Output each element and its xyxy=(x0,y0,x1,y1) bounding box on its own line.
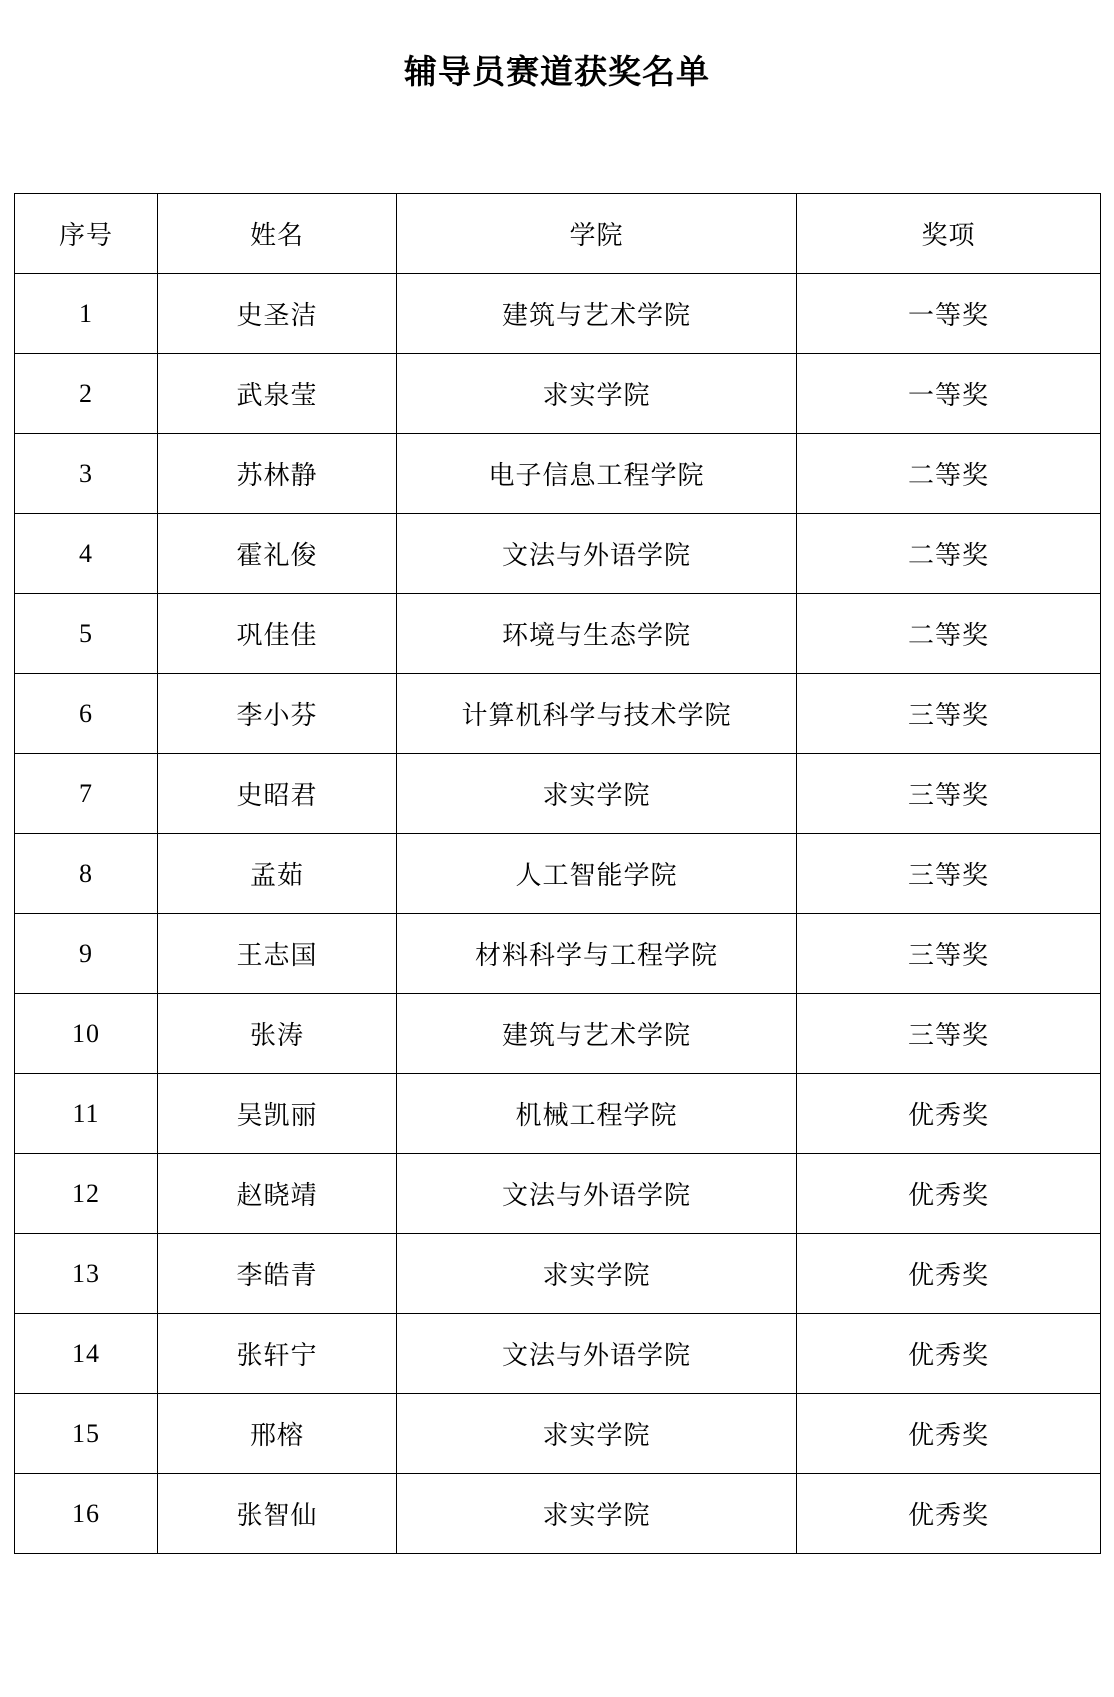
cell-name: 史昭君 xyxy=(158,754,397,834)
table-row xyxy=(15,1314,1101,1394)
cell-index: 7 xyxy=(15,754,158,834)
table-row xyxy=(15,834,1101,914)
cell-college: 环境与生态学院 xyxy=(397,594,797,674)
cell-award: 一等奖 xyxy=(797,274,1101,354)
cell-name: 霍礼俊 xyxy=(158,514,397,594)
cell-name: 李皓青 xyxy=(158,1234,397,1314)
table-row xyxy=(15,1074,1101,1154)
cell-name: 苏林静 xyxy=(158,434,397,514)
table-row xyxy=(15,994,1101,1074)
cell-college: 求实学院 xyxy=(397,1474,797,1554)
table-row xyxy=(15,594,1101,674)
cell-college: 文法与外语学院 xyxy=(397,1314,797,1394)
cell-college: 材料科学与工程学院 xyxy=(397,914,797,994)
cell-index: 12 xyxy=(15,1154,158,1234)
column-header-index: 序号 xyxy=(15,194,158,274)
page-title: 辅导员赛道获奖名单 xyxy=(404,55,710,91)
cell-college: 求实学院 xyxy=(397,1234,797,1314)
cell-name: 邢榕 xyxy=(158,1394,397,1474)
cell-award: 优秀奖 xyxy=(797,1074,1101,1154)
cell-name: 张轩宁 xyxy=(158,1314,397,1394)
cell-college: 电子信息工程学院 xyxy=(397,434,797,514)
cell-college: 求实学院 xyxy=(397,354,797,434)
cell-index: 11 xyxy=(15,1074,158,1154)
cell-name: 巩佳佳 xyxy=(158,594,397,674)
table-body xyxy=(15,274,1101,1554)
cell-award: 二等奖 xyxy=(797,434,1101,514)
award-list-table xyxy=(14,193,1101,1554)
cell-college: 文法与外语学院 xyxy=(397,1154,797,1234)
cell-name: 吴凯丽 xyxy=(158,1074,397,1154)
table-row xyxy=(15,1234,1101,1314)
cell-name: 王志国 xyxy=(158,914,397,994)
table-row xyxy=(15,914,1101,994)
cell-index: 15 xyxy=(15,1394,158,1474)
table-row xyxy=(15,754,1101,834)
cell-award: 三等奖 xyxy=(797,754,1101,834)
cell-index: 16 xyxy=(15,1474,158,1554)
cell-index: 6 xyxy=(15,674,158,754)
cell-college: 文法与外语学院 xyxy=(397,514,797,594)
column-header-college: 学院 xyxy=(397,194,797,274)
cell-name: 张涛 xyxy=(158,994,397,1074)
cell-college: 计算机科学与技术学院 xyxy=(397,674,797,754)
cell-index: 10 xyxy=(15,994,158,1074)
column-header-name: 姓名 xyxy=(158,194,397,274)
cell-college: 求实学院 xyxy=(397,1394,797,1474)
table-header-row xyxy=(15,194,1101,274)
cell-name: 张智仙 xyxy=(158,1474,397,1554)
cell-college: 建筑与艺术学院 xyxy=(397,994,797,1074)
award-table-container xyxy=(0,193,1114,1554)
cell-college: 求实学院 xyxy=(397,754,797,834)
table-header xyxy=(15,194,1101,274)
cell-award: 三等奖 xyxy=(797,674,1101,754)
table-row xyxy=(15,514,1101,594)
cell-college: 人工智能学院 xyxy=(397,834,797,914)
cell-name: 史圣洁 xyxy=(158,274,397,354)
cell-index: 1 xyxy=(15,274,158,354)
cell-award: 优秀奖 xyxy=(797,1474,1101,1554)
cell-award: 三等奖 xyxy=(797,994,1101,1074)
table-row xyxy=(15,354,1101,434)
column-header-award: 奖项 xyxy=(797,194,1101,274)
cell-index: 14 xyxy=(15,1314,158,1394)
cell-index: 8 xyxy=(15,834,158,914)
cell-name: 孟茹 xyxy=(158,834,397,914)
cell-index: 9 xyxy=(15,914,158,994)
cell-award: 优秀奖 xyxy=(797,1234,1101,1314)
cell-index: 3 xyxy=(15,434,158,514)
cell-award: 三等奖 xyxy=(797,834,1101,914)
cell-name: 赵晓靖 xyxy=(158,1154,397,1234)
cell-award: 二等奖 xyxy=(797,514,1101,594)
table-row xyxy=(15,274,1101,354)
cell-college: 建筑与艺术学院 xyxy=(397,274,797,354)
cell-name: 李小芬 xyxy=(158,674,397,754)
document-page xyxy=(0,46,1114,1697)
table-row xyxy=(15,434,1101,514)
cell-name: 武泉莹 xyxy=(158,354,397,434)
table-row xyxy=(15,1474,1101,1554)
cell-college: 机械工程学院 xyxy=(397,1074,797,1154)
cell-award: 优秀奖 xyxy=(797,1314,1101,1394)
table-row xyxy=(15,1154,1101,1234)
cell-award: 一等奖 xyxy=(797,354,1101,434)
cell-award: 三等奖 xyxy=(797,914,1101,994)
cell-index: 5 xyxy=(15,594,158,674)
cell-index: 13 xyxy=(15,1234,158,1314)
table-row xyxy=(15,1394,1101,1474)
cell-index: 2 xyxy=(15,354,158,434)
cell-index: 4 xyxy=(15,514,158,594)
cell-award: 优秀奖 xyxy=(797,1154,1101,1234)
table-row xyxy=(15,674,1101,754)
cell-award: 优秀奖 xyxy=(797,1394,1101,1474)
cell-award: 二等奖 xyxy=(797,594,1101,674)
